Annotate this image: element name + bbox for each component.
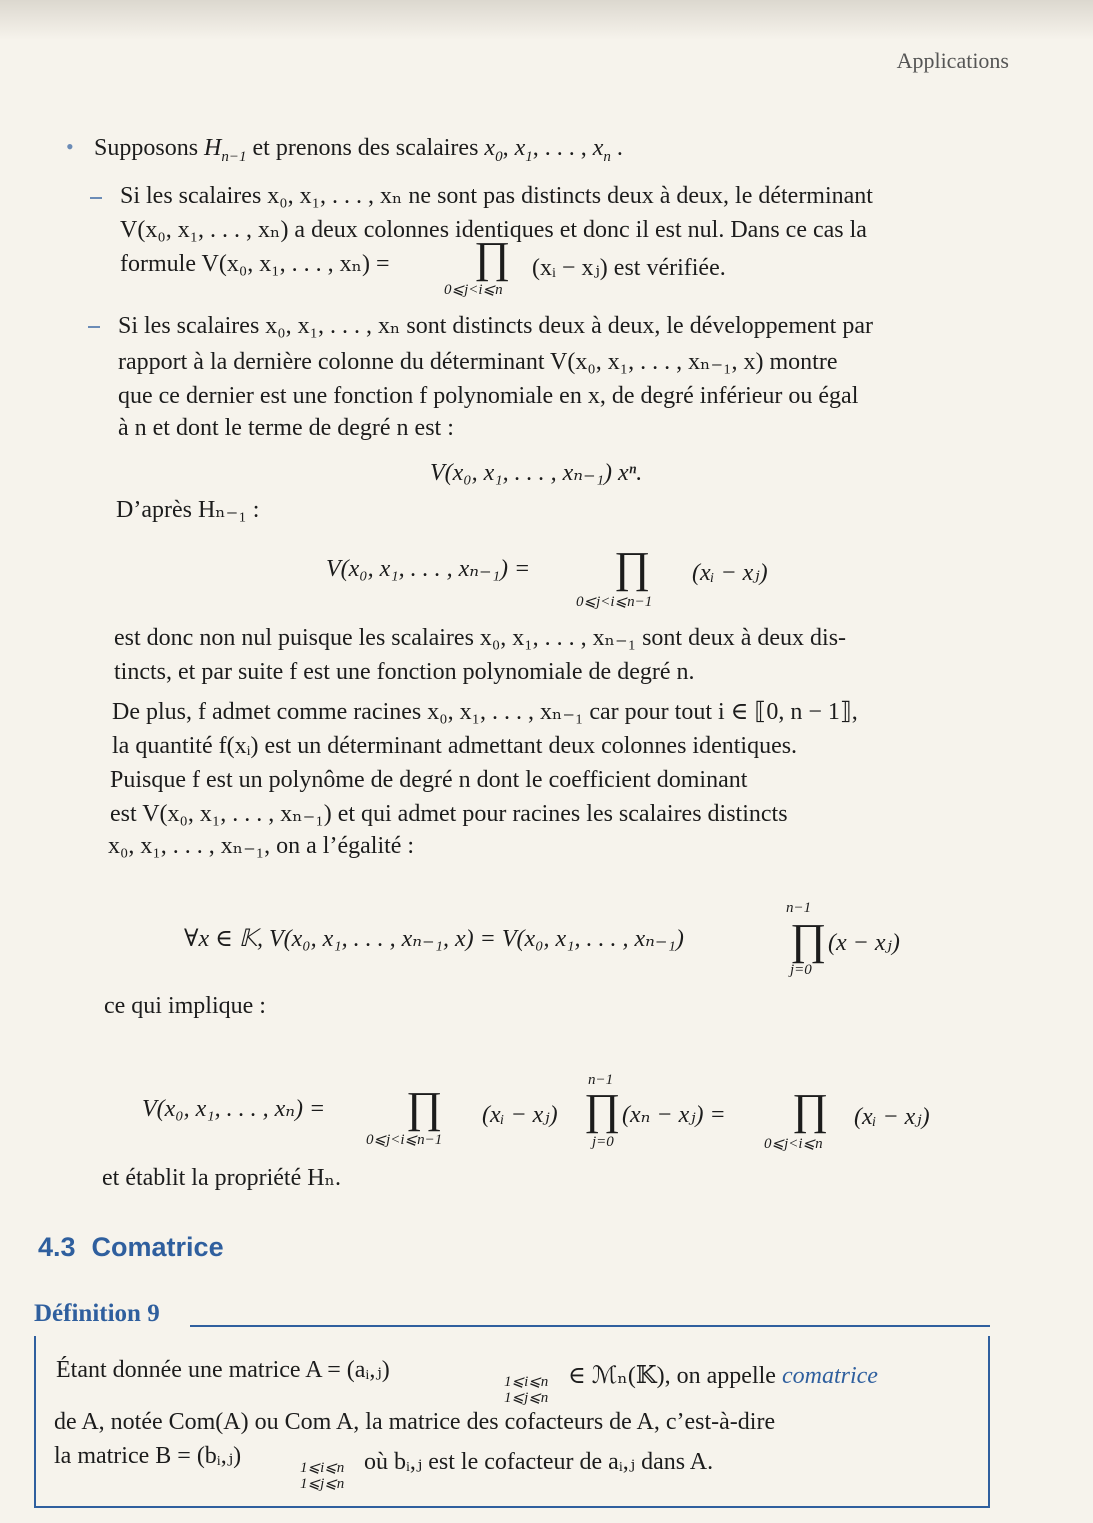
para-intro: Supposons $H_{n-1}$ et prenons des scalaires $x_0$, $x_1$, . . . , $x_n$ . [94,135,623,165]
product-icon: ∏ [406,1083,443,1132]
bullet-icon: • [66,134,74,159]
formula-3b: (x − xⱼ) [828,930,900,956]
product-index: 0⩽j<i⩽n−1 [366,1132,443,1148]
formula-4c: (xₙ − xⱼ) = [622,1102,726,1128]
dash-icon [88,326,100,328]
product-icon: ∏ [584,1085,621,1134]
product-upper: n−1 [588,1072,614,1088]
product-index: 0⩽j<i⩽n [764,1136,823,1152]
line-16: ce qui implique : [104,993,266,1019]
section-title: Comatrice [91,1232,224,1262]
def-index-j: 1⩽j⩽n [300,1476,345,1492]
product-icon: ∏ [792,1085,829,1134]
product-icon: ∏ [614,543,651,592]
line-17: et établit la propriété Hₙ. [102,1165,341,1191]
line-1: Si les scalaires x₀, x₁, . . . , xₙ ne sont pas distincts deux à deux, le déterminant [120,183,873,209]
line-7: à n et dont le terme de degré n est : [118,415,454,441]
line-9: est donc non nul puisque les scalaires x₀, x₁, . . . , xₙ₋₁ sont deux à deux dis- [114,625,847,651]
formula-2b: (xᵢ − xⱼ) [692,560,768,586]
def-line-1b: ∈ ℳₙ(𝕂), on appelle comatrice [568,1363,878,1389]
def-index-j: 1⩽j⩽n [504,1390,549,1406]
def-line-1: Étant donnée une matrice A = (aᵢ,ⱼ) [56,1357,390,1383]
def-line-2: de A, notée Com(A) ou Com A, la matrice des cofacteurs de A, c’est-à-dire [54,1409,776,1435]
section-number: 4.3 [38,1232,76,1262]
line-11: De plus, f admet comme racines x₀, x₁, . . . , xₙ₋₁ car pour tout i ∈ ⟦0, n − 1⟧, [112,699,858,725]
line-8: D’après Hₙ₋₁ : [116,497,260,523]
def-line-3a: la matrice B = (bᵢ,ⱼ) [54,1443,242,1469]
product-lower: j=0 [790,962,812,978]
running-header: Applications [896,48,1009,73]
page-top-shadow [0,0,1093,40]
line-3a: formule V(x₀, x₁, . . . , xₙ) = [120,251,390,277]
product-upper: n−1 [786,900,812,916]
formula-4d: (xᵢ − xⱼ) [854,1104,930,1130]
definition-rule [190,1325,990,1327]
product-index: 0⩽j<i⩽n−1 [576,594,653,610]
line-15: x₀, x₁, . . . , xₙ₋₁, on a l’égalité : [108,833,415,859]
line-6: que ce dernier est une fonction f polynomiale en x, de degré inférieur ou égal [118,383,859,409]
formula-4b: (xᵢ − xⱼ) [482,1102,558,1128]
line-12: la quantité f(xᵢ) est un déterminant admettant deux colonnes identiques. [112,733,798,759]
line-2: V(x₀, x₁, . . . , xₙ) a deux colonnes identiques et donc il est nul. Dans ce cas la [120,217,867,243]
dash-icon [90,197,102,199]
formula-1: V(x₀, x₁, . . . , xₙ₋₁) xⁿ. [430,460,643,486]
line-13: Puisque f est un polynôme de degré n dont le coefficient dominant [110,767,748,793]
product-icon: ∏ [474,233,511,282]
formula-4a: V(x₀, x₁, . . . , xₙ) = [142,1096,326,1122]
line-4: Si les scalaires x₀, x₁, . . . , xₙ sont distincts deux à deux, le développement par [118,313,873,339]
product-icon: ∏ [790,915,827,964]
formula-2a: V(x₀, x₁, . . . , xₙ₋₁) = [326,556,531,582]
formula-3a: ∀x ∈ 𝕂, V(x₀, x₁, . . . , xₙ₋₁, x) = V(x₀, x₁, . . . , xₙ₋₁) [184,926,684,952]
def-index-i: 1⩽i⩽n [300,1460,345,1476]
line-14: est V(x₀, x₁, . . . , xₙ₋₁) et qui admet pour racines les scalaires distincts [110,801,788,827]
comatrice-term: comatrice [781,1363,878,1389]
line-10: tincts, et par suite f est une fonction polynomiale de degré n. [114,659,695,685]
line-5: rapport à la dernière colonne du déterminant V(x₀, x₁, . . . , xₙ₋₁, x) montre [118,349,838,375]
product-lower: j=0 [592,1134,614,1150]
definition-title: Définition 9 [34,1300,160,1327]
def-index-i: 1⩽i⩽n [504,1374,549,1390]
section-heading [38,1232,224,1263]
product-index: 0⩽j<i⩽n [444,282,503,298]
line-3b: (xᵢ − xⱼ) est vérifiée. [532,255,726,281]
def-line-3b: où bᵢ,ⱼ est le cofacteur de aᵢ,ⱼ dans A. [364,1449,714,1475]
